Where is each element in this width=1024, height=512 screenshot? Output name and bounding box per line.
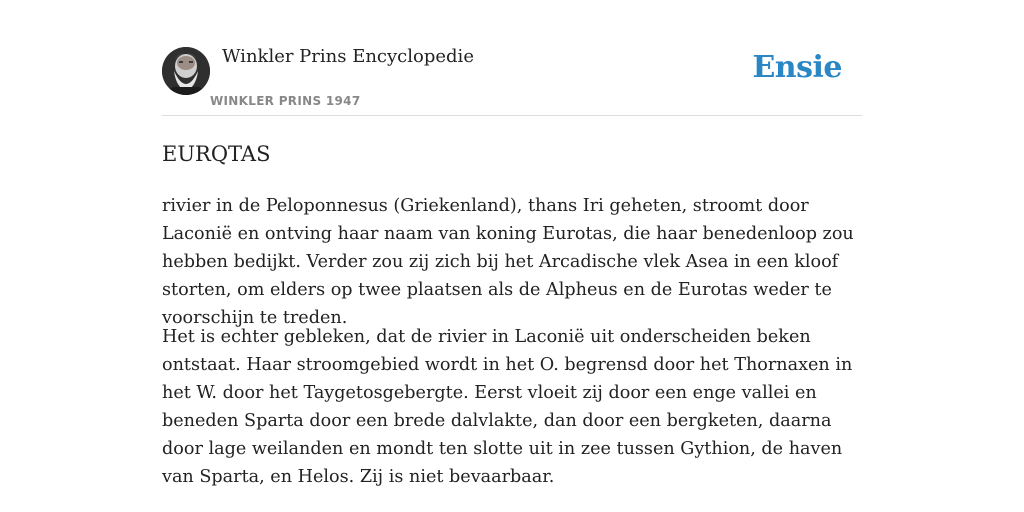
avatar[interactable] [162, 47, 210, 95]
bearded-man-portrait-icon [162, 47, 210, 95]
entry-paragraph: Het is echter gebleken, dat de rivier in Laconië uit onderscheiden beken ontstaat. Haar stroomgebied wordt in het O. begrensd door het Thornaxen in het W. door het Taygetosgebergte. Eerst vloeit zij door een enge vallei en beneden Sparta door een brede dalvlakte, dan door een bergketen, daarna door lage weilanden en mondt ten slotte uit in zee tussen Gythion, de haven van Sparta, en Helos. Zij is niet bevaarbaar. [162, 327, 853, 487]
source-header [162, 0, 862, 116]
source-title[interactable]: Winkler Prins Encyclopedie [222, 46, 474, 67]
source-subtitle[interactable]: WINKLER PRINS 1947 [210, 94, 361, 108]
entry-title: EURQTAS [162, 142, 271, 166]
brand-logo[interactable]: Ensie [752, 50, 842, 85]
page-container [162, 0, 862, 487]
entry-paragraph: rivier in de Peloponnesus (Griekenland), thans Iri geheten, stroomt door Laconië en ontving haar naam van koning Eurotas, die haar benedenloop zou hebben bedijkt. Verder zou zij zich bij het Arcadische vlek Asea in een kloof storten, om elders op twee plaatsen als de Alpheus en de Eurotas weder te voorschijn te treden. [162, 196, 854, 328]
